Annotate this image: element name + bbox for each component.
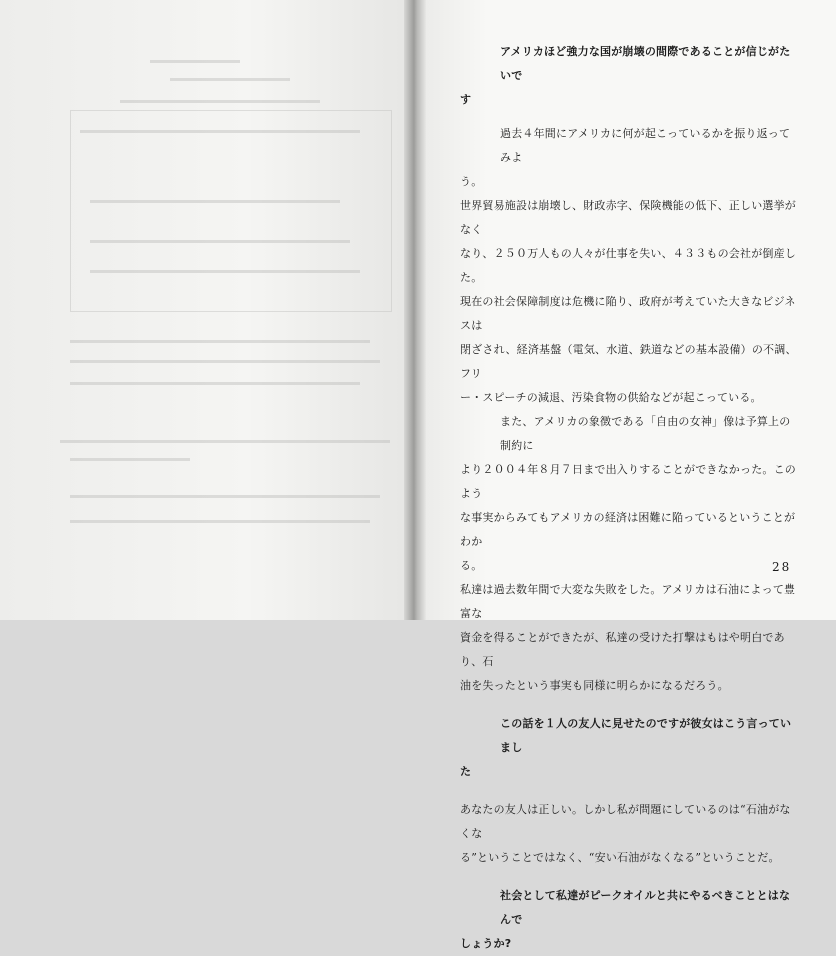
heading-line: た (460, 765, 472, 778)
bleed-through (90, 240, 350, 243)
bleed-through (90, 200, 340, 203)
left-page (0, 0, 412, 620)
text-line: な事実からみてもアメリカの経済は困難に陥っているということがわか (460, 511, 796, 548)
bleed-through (80, 130, 360, 133)
text-line: より２００４年８月７日まで出入りすることができなかった。このよう (460, 463, 796, 500)
heading-line: アメリカほど強力な国が崩壊の間際であることが信じがたいで (500, 45, 791, 82)
heading-line: す (460, 93, 472, 106)
bleed-through (170, 78, 290, 81)
bleed-through (60, 440, 390, 443)
text-line: ー・スピーチの減退、汚染食物の供給などが起こっている。 (460, 391, 762, 404)
bleed-through-figure (70, 110, 392, 312)
text-line: あなたの友人は正しい。しかし私が問題にしているのは“石油がなくな (460, 803, 791, 840)
bleed-through (70, 360, 380, 363)
heading-line: 社会として私達がピークオイルと共にやるべきこととはなんで (500, 889, 791, 926)
text-line: 閉ざされ、経済基盤（電気、水道、鉄道などの基本設備）の不調、フリ (460, 343, 797, 380)
page-body-text (460, 40, 800, 956)
bleed-through (90, 270, 360, 273)
text-line: る”ということではなく、“安い石油がなくなる”ということだ。 (460, 851, 780, 864)
text-line: 油を失ったという事実も同様に明らかになるだろう。 (460, 679, 729, 692)
text-line: 私達は過去数年間で大変な失敗をした。アメリカは石油によって豊富な (460, 583, 796, 620)
text-line: る。 (460, 559, 483, 572)
bleed-through (70, 520, 370, 523)
text-line: 現在の社会保障制度は危機に陥り、政府が考えていた大きなビジネスは (460, 295, 796, 332)
bleed-through (70, 495, 380, 498)
heading-line: しょうか? (460, 937, 512, 950)
paragraph-gap (460, 698, 800, 712)
paragraph-gap (460, 870, 800, 884)
text-line: なり、２５０万人もの人々が仕事を失い、４３３もの会社が倒産した。 (460, 247, 796, 284)
heading-line: この話を１人の友人に見せたのですが彼女はこう言っていまし (500, 717, 792, 754)
text-line: う。 (460, 175, 483, 188)
bleed-through (70, 458, 190, 461)
text-line: 資金を得ることができたが、私達の受けた打撃はもはや明白であり、石 (460, 631, 785, 668)
page-number: 28 (772, 560, 792, 574)
bleed-through (120, 100, 320, 103)
bleed-through (70, 382, 360, 385)
text-line: 過去４年間にアメリカに何が起こっているかを振り返ってみよ (500, 127, 791, 164)
text-line: また、アメリカの象徴である「自由の女神」像は予算上の制約に (500, 415, 791, 452)
paragraph-gap (460, 784, 800, 798)
bleed-through (70, 340, 370, 343)
book-gutter (404, 0, 426, 620)
bleed-through (150, 60, 240, 63)
paragraph-gap (460, 112, 800, 122)
text-line: 世界貿易施設は崩壊し、財政赤字、保険機能の低下、正しい選挙がなく (460, 199, 796, 236)
